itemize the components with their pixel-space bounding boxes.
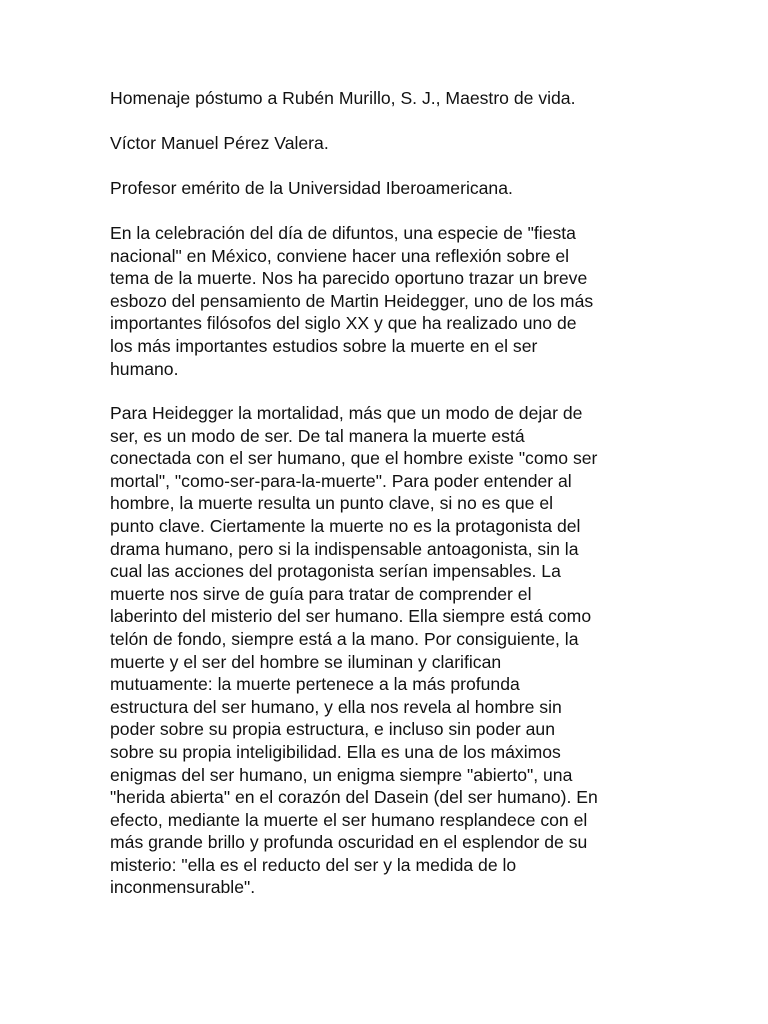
paragraph-line: esbozo del pensamiento de Martin Heidegger, uno de los más	[110, 290, 594, 311]
paragraph-line: drama humano, pero si la indispensable antoagonista, sin la	[110, 538, 579, 559]
paragraph-line: Para Heidegger la mortalidad, más que un modo de dejar de	[110, 403, 583, 423]
paragraph-line: nacional" en México, conviene hacer una reflexión sobre el	[110, 245, 570, 266]
paragraph-1	[110, 222, 670, 380]
document-affiliation	[110, 177, 670, 200]
title-line: Homenaje póstumo a Rubén Murillo, S. J., Maestro de vida.	[110, 88, 576, 108]
paragraph-2	[110, 402, 670, 899]
paragraph-line: laberinto del misterio del ser humano. Ella siempre está como	[110, 606, 592, 627]
author-line: Víctor Manuel Pérez Valera.	[110, 133, 329, 153]
paragraph-line: punto clave. Ciertamente la muerte no es la protagonista del	[110, 515, 581, 536]
document-title	[110, 87, 670, 110]
paragraph-line: muerte y el ser del hombre se iluminan y clarifican	[110, 651, 502, 672]
paragraph-line: poder sobre su propia estructura, e incluso sin poder aun	[110, 719, 555, 740]
paragraph-line: hombre, la muerte resulta un punto clave, si no es que el	[110, 493, 554, 514]
paragraph-line: ser, es un modo de ser. De tal manera la muerte está	[110, 425, 525, 446]
document-author	[110, 132, 670, 155]
paragraph-line: "herida abierta" en el corazón del Dasein (del ser humano). En	[110, 787, 598, 808]
paragraph-line: enigmas del ser humano, un enigma siempre "abierto", una	[110, 764, 573, 785]
paragraph-line: importantes filósofos del siglo XX y que ha realizado uno de	[110, 313, 577, 334]
paragraph-line: misterio: "ella es el reducto del ser y la medida de lo	[110, 854, 517, 875]
paragraph-line: muerte nos sirve de guía para tratar de comprender el	[110, 583, 532, 604]
paragraph-line: efecto, mediante la muerte el ser humano resplandece con el	[110, 809, 588, 830]
paragraph-line: inconmensurable".	[110, 877, 256, 898]
paragraph-line: mortal", "como-ser-para-la-muerte". Para poder entender al	[110, 470, 572, 491]
affiliation-line: Profesor emérito de la Universidad Iberoamericana.	[110, 178, 513, 198]
paragraph-line: cual las acciones del protagonista serían impensables. La	[110, 561, 561, 582]
paragraph-line: En la celebración del día de difuntos, una especie de "fiesta	[110, 223, 576, 243]
paragraph-line: mutuamente: la muerte pertenece a la más profunda	[110, 674, 520, 695]
paragraph-line: sobre su propia inteligibilidad. Ella es una de los máximos	[110, 741, 561, 762]
paragraph-line: telón de fondo, siempre está a la mano. Por consiguiente, la	[110, 628, 579, 649]
paragraph-line: los más importantes estudios sobre la muerte en el ser	[110, 335, 538, 356]
paragraph-line: tema de la muerte. Nos ha parecido oportuno trazar un breve	[110, 268, 588, 289]
paragraph-line: humano.	[110, 358, 179, 379]
paragraph-line: estructura del ser humano, y ella nos revela al hombre sin	[110, 696, 562, 717]
paragraph-line: más grande brillo y profunda oscuridad en el esplendor de su	[110, 832, 588, 853]
paragraph-line: conectada con el ser humano, que el hombre existe "como ser	[110, 448, 598, 469]
